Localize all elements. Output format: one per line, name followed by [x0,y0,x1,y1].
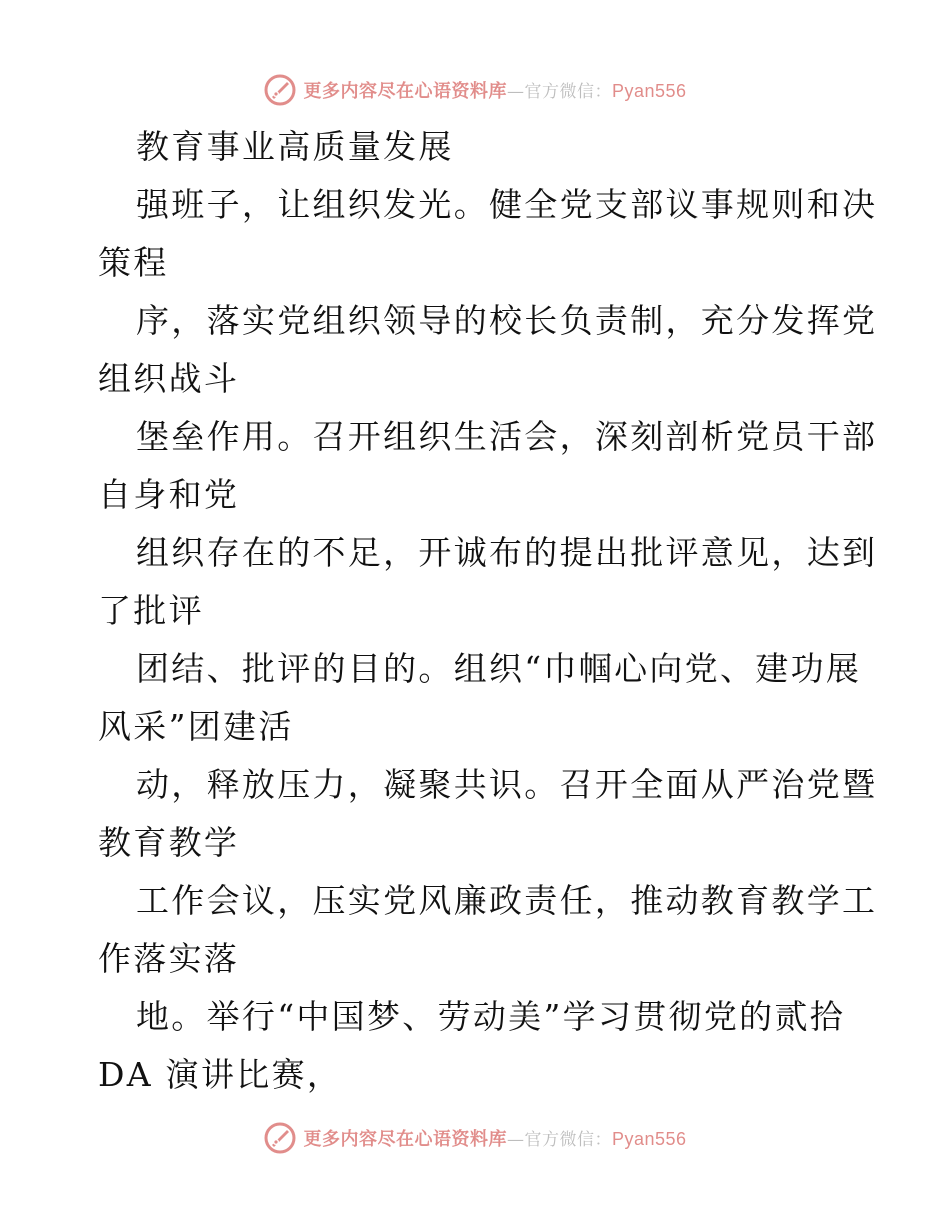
text-line: 团结、批评的目的。组织“巾帼心向党、建功展 [136,649,862,688]
text-line: 堡垒作用。召开组织生活会，深刻剖析党员干部 [136,417,878,456]
text-line: 地。举行“中国梦、劳动美”学习贯彻党的贰拾 [136,997,846,1036]
watermark-separator: — [506,82,525,102]
text-line: 自身和党 [98,475,240,514]
watermark-id: Pyan556 [611,81,687,101]
text-line: 了批评 [98,591,204,630]
watermark-sub: 官方微信： [524,82,612,102]
watermark-id: Pyan556 [611,1129,687,1149]
text-line: DA 演讲比赛， [98,1055,343,1094]
text-line: 序，落实党组织领导的校长负责制，充分发挥党 [136,301,878,340]
text-line: 组织战斗 [98,359,240,398]
text-line: 作落实落 [98,939,240,978]
header-watermark [0,70,950,110]
watermark-sub: 官方微信： [524,1130,612,1150]
text-line: 教育事业高质量发展 [136,127,454,166]
footer-watermark [0,1118,950,1158]
watermark-main: 更多内容尽在心语资料库 [303,1129,507,1150]
text-line: 教育教学 [98,823,240,862]
watermark-text [303,1125,686,1151]
text-line: 组织存在的不足，开诚布的提出批评意见，达到 [136,533,878,572]
text-line: 策程 [98,243,169,282]
watermark-main: 更多内容尽在心语资料库 [303,81,507,102]
quill-logo-icon [263,1121,297,1155]
text-line: 风采”团建活 [98,707,294,746]
watermark-separator: — [506,1130,525,1150]
body-text [98,118,878,1104]
text-line: 工作会议，压实党风廉政责任，推动教育教学工 [136,881,878,920]
quill-logo-icon [263,73,297,107]
text-line: 动，释放压力，凝聚共识。召开全面从严治党暨 [136,765,878,804]
watermark-text [303,77,686,103]
text-line: 强班子，让组织发光。健全党支部议事规则和决 [136,185,878,224]
